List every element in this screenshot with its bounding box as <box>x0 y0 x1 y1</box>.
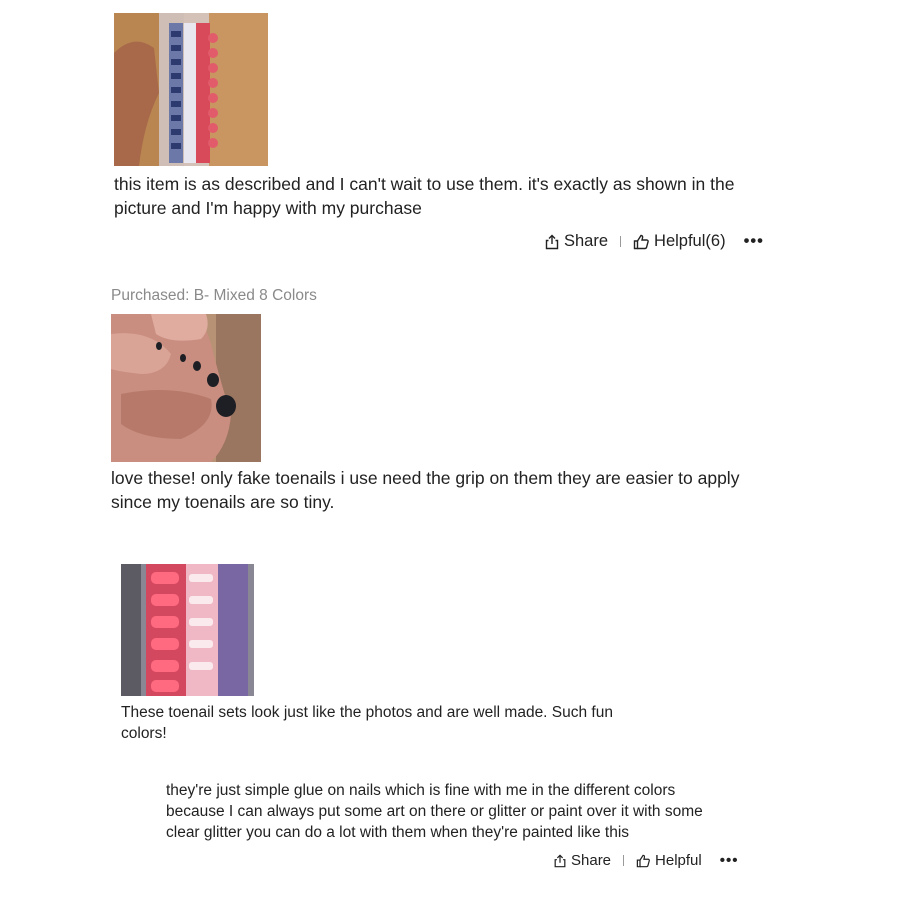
review-text: this item is as described and I can't wait to use them. it's exactly as shown in the picture and I'm happy with my purchase <box>114 174 735 218</box>
review-text: they're just simple glue on nails which is fine with me in the different colors because I can always put some art on there or glitter or paint over it with some clear glitter you can do a lot with them when they're painted like this <box>166 782 703 841</box>
review-text: love these! only fake toenails i use need the grip on them they are easier to apply since my toenails are so tiny. <box>111 468 740 512</box>
review-text: These toenail sets look just like the photos and are well made. Such fun colors! <box>121 704 613 742</box>
share-button[interactable] <box>544 232 608 251</box>
more-options-button[interactable]: ••• <box>743 232 764 250</box>
share-button[interactable] <box>553 852 611 869</box>
helpful-label: Helpful(6) <box>654 232 726 250</box>
review-4-actions <box>553 852 739 869</box>
more-options-button[interactable]: ••• <box>719 852 739 869</box>
action-divider <box>620 236 621 247</box>
review-3 <box>121 564 681 744</box>
action-divider <box>623 855 624 866</box>
review-1 <box>114 13 774 220</box>
review-4 <box>166 780 726 843</box>
review-2 <box>111 286 771 514</box>
share-icon <box>553 854 567 868</box>
review-photo[interactable] <box>121 564 254 696</box>
share-icon <box>544 234 560 250</box>
thumbs-up-icon <box>636 854 651 868</box>
purchased-variant: Purchased: B- Mixed 8 Colors <box>111 287 317 304</box>
helpful-label: Helpful <box>655 852 702 869</box>
share-label: Share <box>571 852 612 869</box>
review-photo[interactable] <box>111 314 261 462</box>
review-photo[interactable] <box>114 13 268 166</box>
share-label: Share <box>564 232 609 250</box>
review-1-actions <box>544 232 764 251</box>
helpful-button[interactable] <box>633 232 726 251</box>
thumbs-up-icon <box>633 234 650 250</box>
helpful-button[interactable] <box>636 852 702 869</box>
